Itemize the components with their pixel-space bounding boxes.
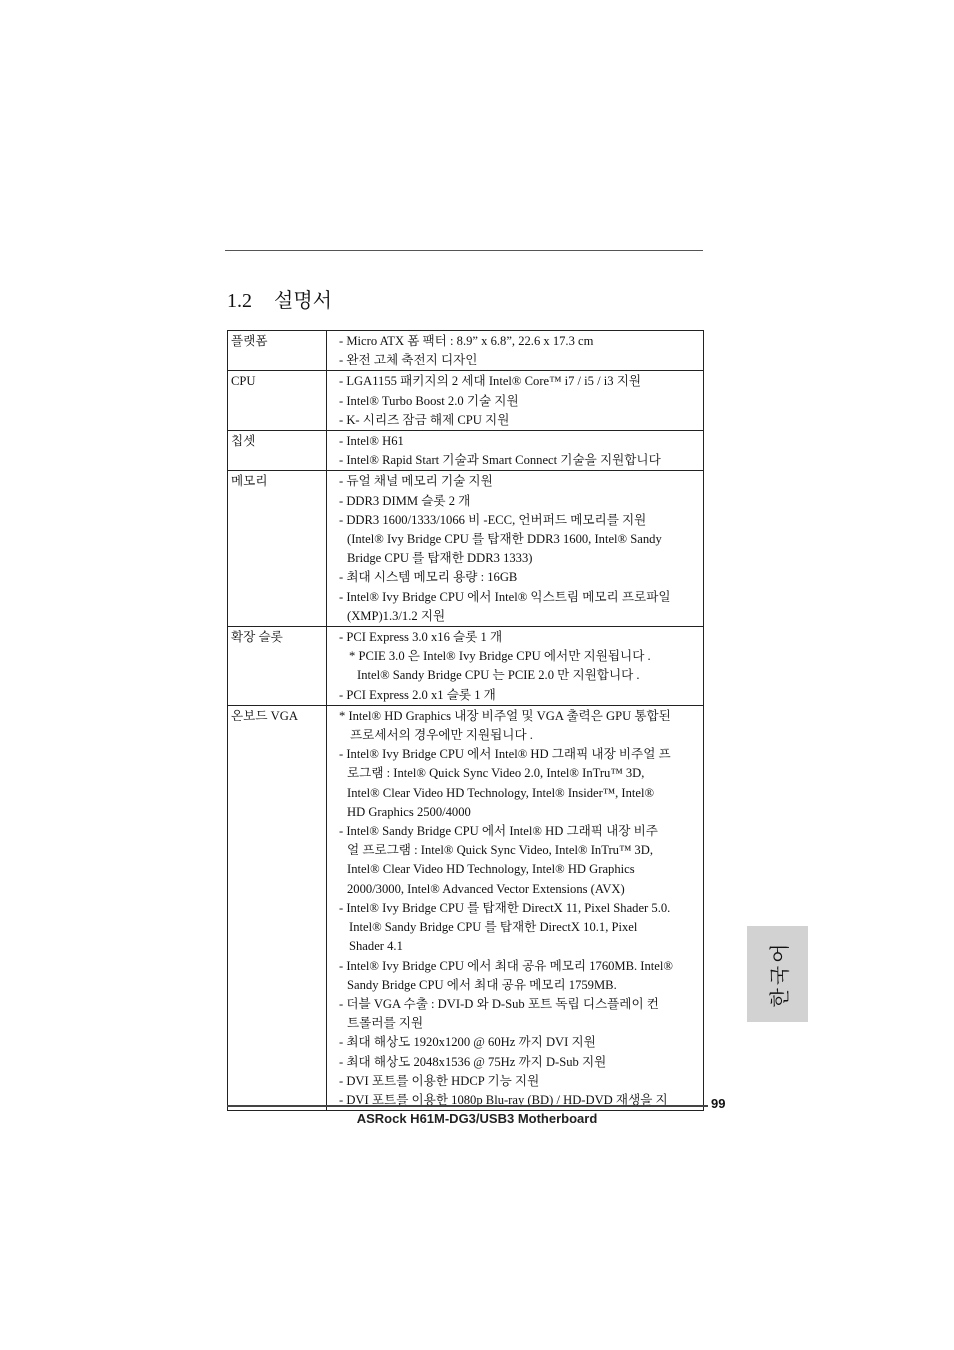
spec-key: 확장 슬롯: [228, 627, 327, 706]
spec-value: [327, 331, 704, 371]
spec-key: 칩셋: [228, 431, 327, 471]
spec-line: - Micro ATX 폼 팩터 : 8.9” x 6.8”, 22.6 x 17.3 cm: [339, 334, 594, 348]
spec-line: - DVI 포트를 이용한 1080p Blu-ray (BD) / HD-DVD 재생을 지: [339, 1092, 668, 1107]
spec-line: - PCI Express 3.0 x16 슬롯 1 개: [339, 630, 503, 645]
top-rule: [225, 250, 703, 251]
bottom-rule: [227, 1105, 708, 1107]
spec-line: 프로세서의 경우에만 지원됩니다 .: [350, 728, 533, 743]
spec-line: - DDR3 1600/1333/1066 비 -ECC, 언버퍼드 메모리를 지원: [339, 512, 647, 527]
spec-value: [327, 471, 704, 627]
spec-line: * PCIE 3.0 은 Intel® Ivy Bridge CPU 에서만 지원됩니다 .: [349, 649, 651, 664]
spec-line: Shader 4.1: [349, 939, 403, 954]
spec-line: Intel® Sandy Bridge CPU 를 탑재한 DirectX 10.1, Pixel: [349, 920, 638, 935]
section-title: [227, 284, 332, 313]
language-tab: [747, 926, 808, 1022]
spec-line: - 듀얼 채널 메모리 기술 지원: [339, 474, 493, 489]
spec-line: - PCI Express 2.0 x1 슬롯 1 개: [339, 687, 496, 702]
spec-line: - 최대 시스템 메모리 용량 : 16GB: [339, 570, 518, 585]
spec-key: 플랫폼: [228, 331, 327, 371]
spec-line: Intel® Clear Video HD Technology, Intel® HD Graphics: [347, 862, 635, 877]
spec-line: - DDR3 DIMM 슬롯 2 개: [339, 493, 471, 508]
spec-line: - Intel® Ivy Bridge CPU 에서 Intel® 익스트림 메모리 프로파일: [339, 589, 671, 604]
spec-line: - 최대 해상도 2048x1536 @ 75Hz 까지 D-Sub 지원: [339, 1054, 607, 1069]
spec-row: [228, 331, 704, 371]
language-tab-label: 한국어: [767, 940, 791, 1008]
spec-line: - LGA1155 패키지의 2 세대 Intel® Core™ i7 / i5 / i3 지원: [339, 374, 642, 389]
spec-line: - Intel® Sandy Bridge CPU 에서 Intel® HD 그래픽 내장 비주: [339, 824, 658, 839]
spec-table: [227, 330, 704, 1111]
spec-line: - 최대 해상도 1920x1200 @ 60Hz 까지 DVI 지원: [339, 1035, 596, 1050]
spec-line: - K- 시리즈 잠금 해제 CPU 지원: [339, 412, 510, 427]
spec-line: - Intel® H61: [339, 434, 404, 449]
spec-line: Bridge CPU 를 탑재한 DDR3 1333): [347, 551, 533, 566]
spec-line: - Intel® Ivy Bridge CPU 를 탑재한 DirectX 11, Pixel Shader 5.0.: [339, 900, 671, 915]
spec-line: Sandy Bridge CPU 에서 최대 공유 메모리 1759MB.: [347, 977, 617, 992]
page-number: 99: [711, 1096, 726, 1111]
section-title-text: 설명서: [274, 290, 332, 312]
spec-line: Intel® Sandy Bridge CPU 는 PCIE 2.0 만 지원합니다 .: [357, 668, 640, 683]
spec-line: 트롤러를 지원: [347, 1016, 424, 1031]
spec-line: - DVI 포트를 이용한 HDCP 기능 지원: [339, 1073, 540, 1088]
spec-line: 로그램 : Intel® Quick Sync Video 2.0, Intel® InTru™ 3D,: [347, 766, 645, 781]
spec-value: [327, 705, 704, 1110]
spec-value: [327, 627, 704, 706]
spec-line: (Intel® Ivy Bridge CPU 를 탑재한 DDR3 1600, Intel® Sandy: [347, 532, 662, 547]
spec-line: Intel® Clear Video HD Technology, Intel® Insider™, Intel®: [347, 785, 655, 800]
spec-row: [228, 431, 704, 471]
spec-line: * Intel® HD Graphics 내장 비주얼 및 VGA 출력은 GPU 통합된: [339, 708, 671, 723]
spec-line: 얼 프로그램 : Intel® Quick Sync Video, Intel® InTru™ 3D,: [347, 843, 653, 858]
spec-line: - Intel® Turbo Boost 2.0 기술 지원: [339, 393, 519, 408]
spec-value: [327, 431, 704, 471]
spec-line: - 더블 VGA 수출 : DVI-D 와 D-Sub 포트 독립 디스플레이 컨: [339, 996, 659, 1011]
spec-line: - Intel® Rapid Start 기술과 Smart Connect 기술을 지원합니다: [339, 453, 661, 468]
spec-row: [228, 705, 704, 1110]
spec-key: 온보드 VGA: [228, 705, 327, 1110]
footer-text: ASRock H61M-DG3/USB3 Motherboard: [356, 1111, 598, 1126]
spec-row: [228, 371, 704, 431]
spec-line: - Intel® Ivy Bridge CPU 에서 최대 공유 메모리 1760MB. Intel®: [339, 958, 673, 973]
section-number: 1.2: [227, 290, 252, 312]
spec-line: - 완전 고체 축전지 디자인: [339, 353, 478, 368]
spec-key: 메모리: [228, 471, 327, 627]
spec-row: [228, 471, 704, 627]
spec-row: [228, 627, 704, 706]
spec-line: 2000/3000, Intel® Advanced Vector Extensions (AVX): [347, 881, 625, 896]
spec-key: CPU: [228, 371, 327, 431]
spec-value: [327, 371, 704, 431]
spec-line: HD Graphics 2500/4000: [347, 804, 471, 819]
spec-line: (XMP)1.3/1.2 지원: [347, 608, 446, 623]
spec-line: - Intel® Ivy Bridge CPU 에서 Intel® HD 그래픽 내장 비주얼 프: [339, 747, 671, 762]
